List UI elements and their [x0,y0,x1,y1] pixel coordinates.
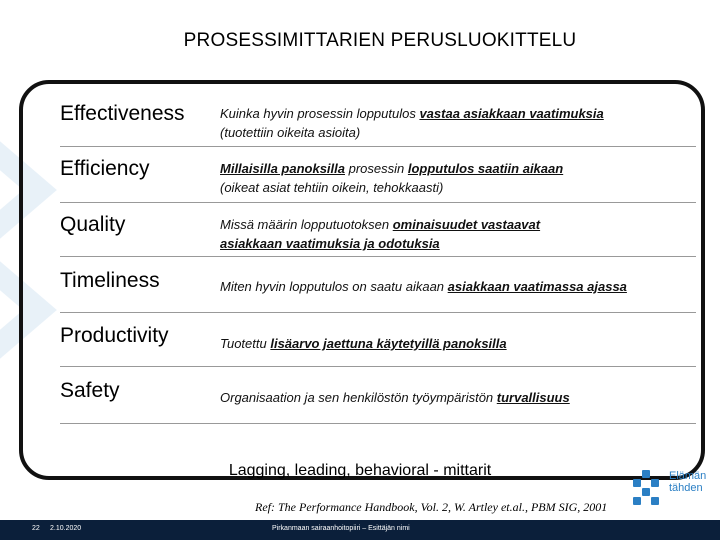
desc-emphasis: turvallisuus [496,390,570,405]
desc-text: Missä määrin lopputuotoksen [220,217,393,232]
term-label: Timeliness [60,269,160,292]
row-productivity [60,324,696,374]
desc-text: Miten hyvin lopputulos on saatu aikaan [220,279,448,294]
desc-text: Tuotettu [220,336,271,351]
desc-emphasis: vastaa asiakkaan vaatimuksia [419,106,604,121]
row-effectiveness [60,102,696,152]
reference-citation: Ref: The Performance Handbook, Vol. 2, W. Artley et.al., PBM SIG, 2001 [255,500,608,514]
page-number: 22 [32,525,40,532]
row-divider [60,256,696,257]
row-divider [60,312,696,313]
desc-emphasis: asiakkaan vaatimuksia ja odotuksia [220,236,440,251]
logo-line: Elämän [669,470,707,482]
desc-emphasis: lisäarvo jaettuna käytetyillä panoksilla [270,336,507,351]
row-divider [60,423,696,424]
presentation-date: 2.10.2020 [50,525,82,532]
desc-text: prosessin [345,161,408,176]
term-label: Effectiveness [60,102,185,125]
row-safety [60,379,696,429]
row-divider [60,366,696,367]
organization-name: Pirkanmaan sairaanhoitopiiri – Esittäjän nimi [272,525,410,532]
desc-emphasis: Millaisilla panoksilla [220,161,345,176]
mittarit-caption: Lagging, leading, behavioral - mittarit [228,462,492,479]
desc-emphasis: ominaisuudet vastaavat [392,217,541,232]
term-description [220,215,696,253]
term-description [220,388,696,407]
logo-line: tähden [669,482,703,494]
term-description [220,104,696,142]
term-label: Safety [60,379,120,402]
desc-note: (oikeat asiat tehtiin oikein, tehokkaasti) [220,180,444,195]
bottom-bar [0,520,720,540]
row-timeliness [60,269,696,319]
row-quality [60,213,696,263]
desc-text: Kuinka hyvin prosessin lopputulos [220,106,420,121]
term-description [220,159,696,197]
term-label: Quality [60,213,126,236]
row-efficiency [60,157,696,207]
term-label: Productivity [60,324,169,347]
row-divider [60,146,696,147]
desc-emphasis: lopputulos saatiin aikaan [407,161,564,176]
desc-emphasis: asiakkaan vaatimassa ajassa [447,279,627,294]
page-title: PROSESSIMITTARIEN PERUSLUOKITTELU [183,30,577,51]
row-divider [60,202,696,203]
term-label: Efficiency [60,157,150,180]
term-description [220,334,696,353]
desc-note: (tuotettiin oikeita asioita) [220,125,361,140]
desc-text: Organisaation ja sen henkilöstön työympäristön [220,390,497,405]
term-description [220,277,696,296]
logo-wordmark [669,470,706,494]
